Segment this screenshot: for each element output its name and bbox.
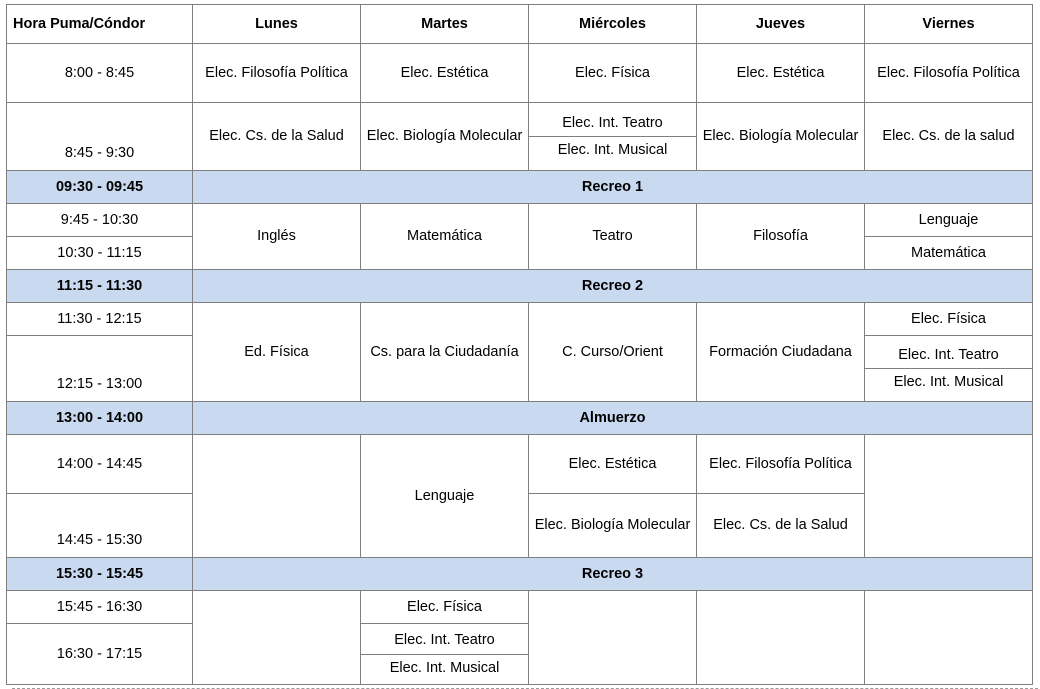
table-header-row	[7, 5, 1033, 44]
time-slot-cell: 15:30 - 15:45	[7, 558, 193, 591]
column-header-jueves: Jueves	[697, 5, 865, 44]
class-cell-martes: Elec. Biología Molecular	[361, 103, 529, 171]
class-cell-lunes: Inglés	[193, 204, 361, 270]
class-cell-miercoles: Elec. Estética	[529, 435, 697, 494]
column-header-viernes: Viernes	[865, 5, 1033, 44]
class-cell-viernes: Elec. Cs. de la salud	[865, 103, 1033, 171]
time-slot-cell: 15:45 - 16:30	[7, 591, 193, 624]
class-cell-lunes: Elec. Filosofía Política	[193, 44, 361, 103]
break-label: Recreo 1	[193, 171, 1033, 204]
class-cell-viernes-split	[865, 336, 1033, 402]
break-label: Almuerzo	[193, 402, 1033, 435]
class-cell-miercoles: Teatro	[529, 204, 697, 270]
table-row	[7, 103, 1033, 171]
column-header-hora: Hora Puma/Cóndor	[7, 5, 193, 44]
class-cell-viernes	[865, 435, 1033, 558]
class-cell-jueves: Elec. Estética	[697, 44, 865, 103]
class-cell-jueves: Filosofía	[697, 204, 865, 270]
table-row	[7, 591, 1033, 624]
class-cell-martes-split	[361, 624, 529, 685]
class-cell-jueves: Elec. Biología Molecular	[697, 103, 865, 171]
break-row-almuerzo	[7, 402, 1033, 435]
time-slot-cell: 8:00 - 8:45	[7, 44, 193, 103]
weekly-schedule-table	[6, 4, 1033, 685]
class-subcell-miercoles-1: Elec. Int. Teatro	[562, 114, 663, 131]
time-slot-cell: 11:30 - 12:15	[7, 303, 193, 336]
time-slot-cell: 12:15 - 13:00	[7, 336, 193, 402]
class-subcell-viernes-1: Elec. Int. Teatro	[898, 346, 999, 363]
time-slot-cell: 09:30 - 09:45	[7, 171, 193, 204]
table-row	[7, 303, 1033, 336]
class-cell-viernes: Lenguaje	[865, 204, 1033, 237]
table-row	[7, 44, 1033, 103]
column-header-miercoles: Miércoles	[529, 5, 697, 44]
class-subcell-viernes-2: Elec. Int. Musical	[865, 368, 1032, 395]
time-slot-cell: 16:30 - 17:15	[7, 624, 193, 685]
class-cell-lunes	[193, 591, 361, 685]
table-row	[7, 204, 1033, 237]
column-header-lunes: Lunes	[193, 5, 361, 44]
column-header-martes: Martes	[361, 5, 529, 44]
break-label: Recreo 2	[193, 270, 1033, 303]
class-subcell-martes-2: Elec. Int. Musical	[361, 654, 528, 681]
time-slot-cell: 13:00 - 14:00	[7, 402, 193, 435]
class-cell-viernes	[865, 591, 1033, 685]
time-slot-cell: 8:45 - 9:30	[7, 103, 193, 171]
class-cell-miercoles-split	[529, 103, 697, 171]
class-cell-miercoles: C. Curso/Orient	[529, 303, 697, 402]
class-cell-lunes	[193, 435, 361, 558]
class-cell-jueves: Formación Ciudadana	[697, 303, 865, 402]
class-cell-miercoles	[529, 591, 697, 685]
class-cell-viernes: Elec. Filosofía Política	[865, 44, 1033, 103]
class-cell-martes: Elec. Estética	[361, 44, 529, 103]
class-cell-jueves: Elec. Filosofía Política	[697, 435, 865, 494]
class-cell-lunes: Elec. Cs. de la Salud	[193, 103, 361, 171]
class-cell-viernes: Elec. Física	[865, 303, 1033, 336]
break-row-recreo-3	[7, 558, 1033, 591]
class-cell-martes: Elec. Física	[361, 591, 529, 624]
class-cell-miercoles: Elec. Física	[529, 44, 697, 103]
class-cell-martes: Cs. para la Ciudadanía	[361, 303, 529, 402]
class-cell-martes: Lenguaje	[361, 435, 529, 558]
class-subcell-miercoles-2: Elec. Int. Musical	[529, 136, 696, 163]
time-slot-cell: 10:30 - 11:15	[7, 237, 193, 270]
class-cell-viernes: Matemática	[865, 237, 1033, 270]
class-cell-martes: Matemática	[361, 204, 529, 270]
time-slot-cell: 14:00 - 14:45	[7, 435, 193, 494]
break-label: Recreo 3	[193, 558, 1033, 591]
table-row	[7, 435, 1033, 494]
class-cell-jueves	[697, 591, 865, 685]
class-subcell-martes-1: Elec. Int. Teatro	[394, 632, 495, 649]
break-row-recreo-2	[7, 270, 1033, 303]
time-slot-cell: 9:45 - 10:30	[7, 204, 193, 237]
time-slot-cell: 14:45 - 15:30	[7, 494, 193, 558]
time-slot-cell: 11:15 - 11:30	[7, 270, 193, 303]
class-cell-jueves: Elec. Cs. de la Salud	[697, 494, 865, 558]
class-cell-lunes: Ed. Física	[193, 303, 361, 402]
class-cell-miercoles: Elec. Biología Molecular	[529, 494, 697, 558]
break-row-recreo-1	[7, 171, 1033, 204]
